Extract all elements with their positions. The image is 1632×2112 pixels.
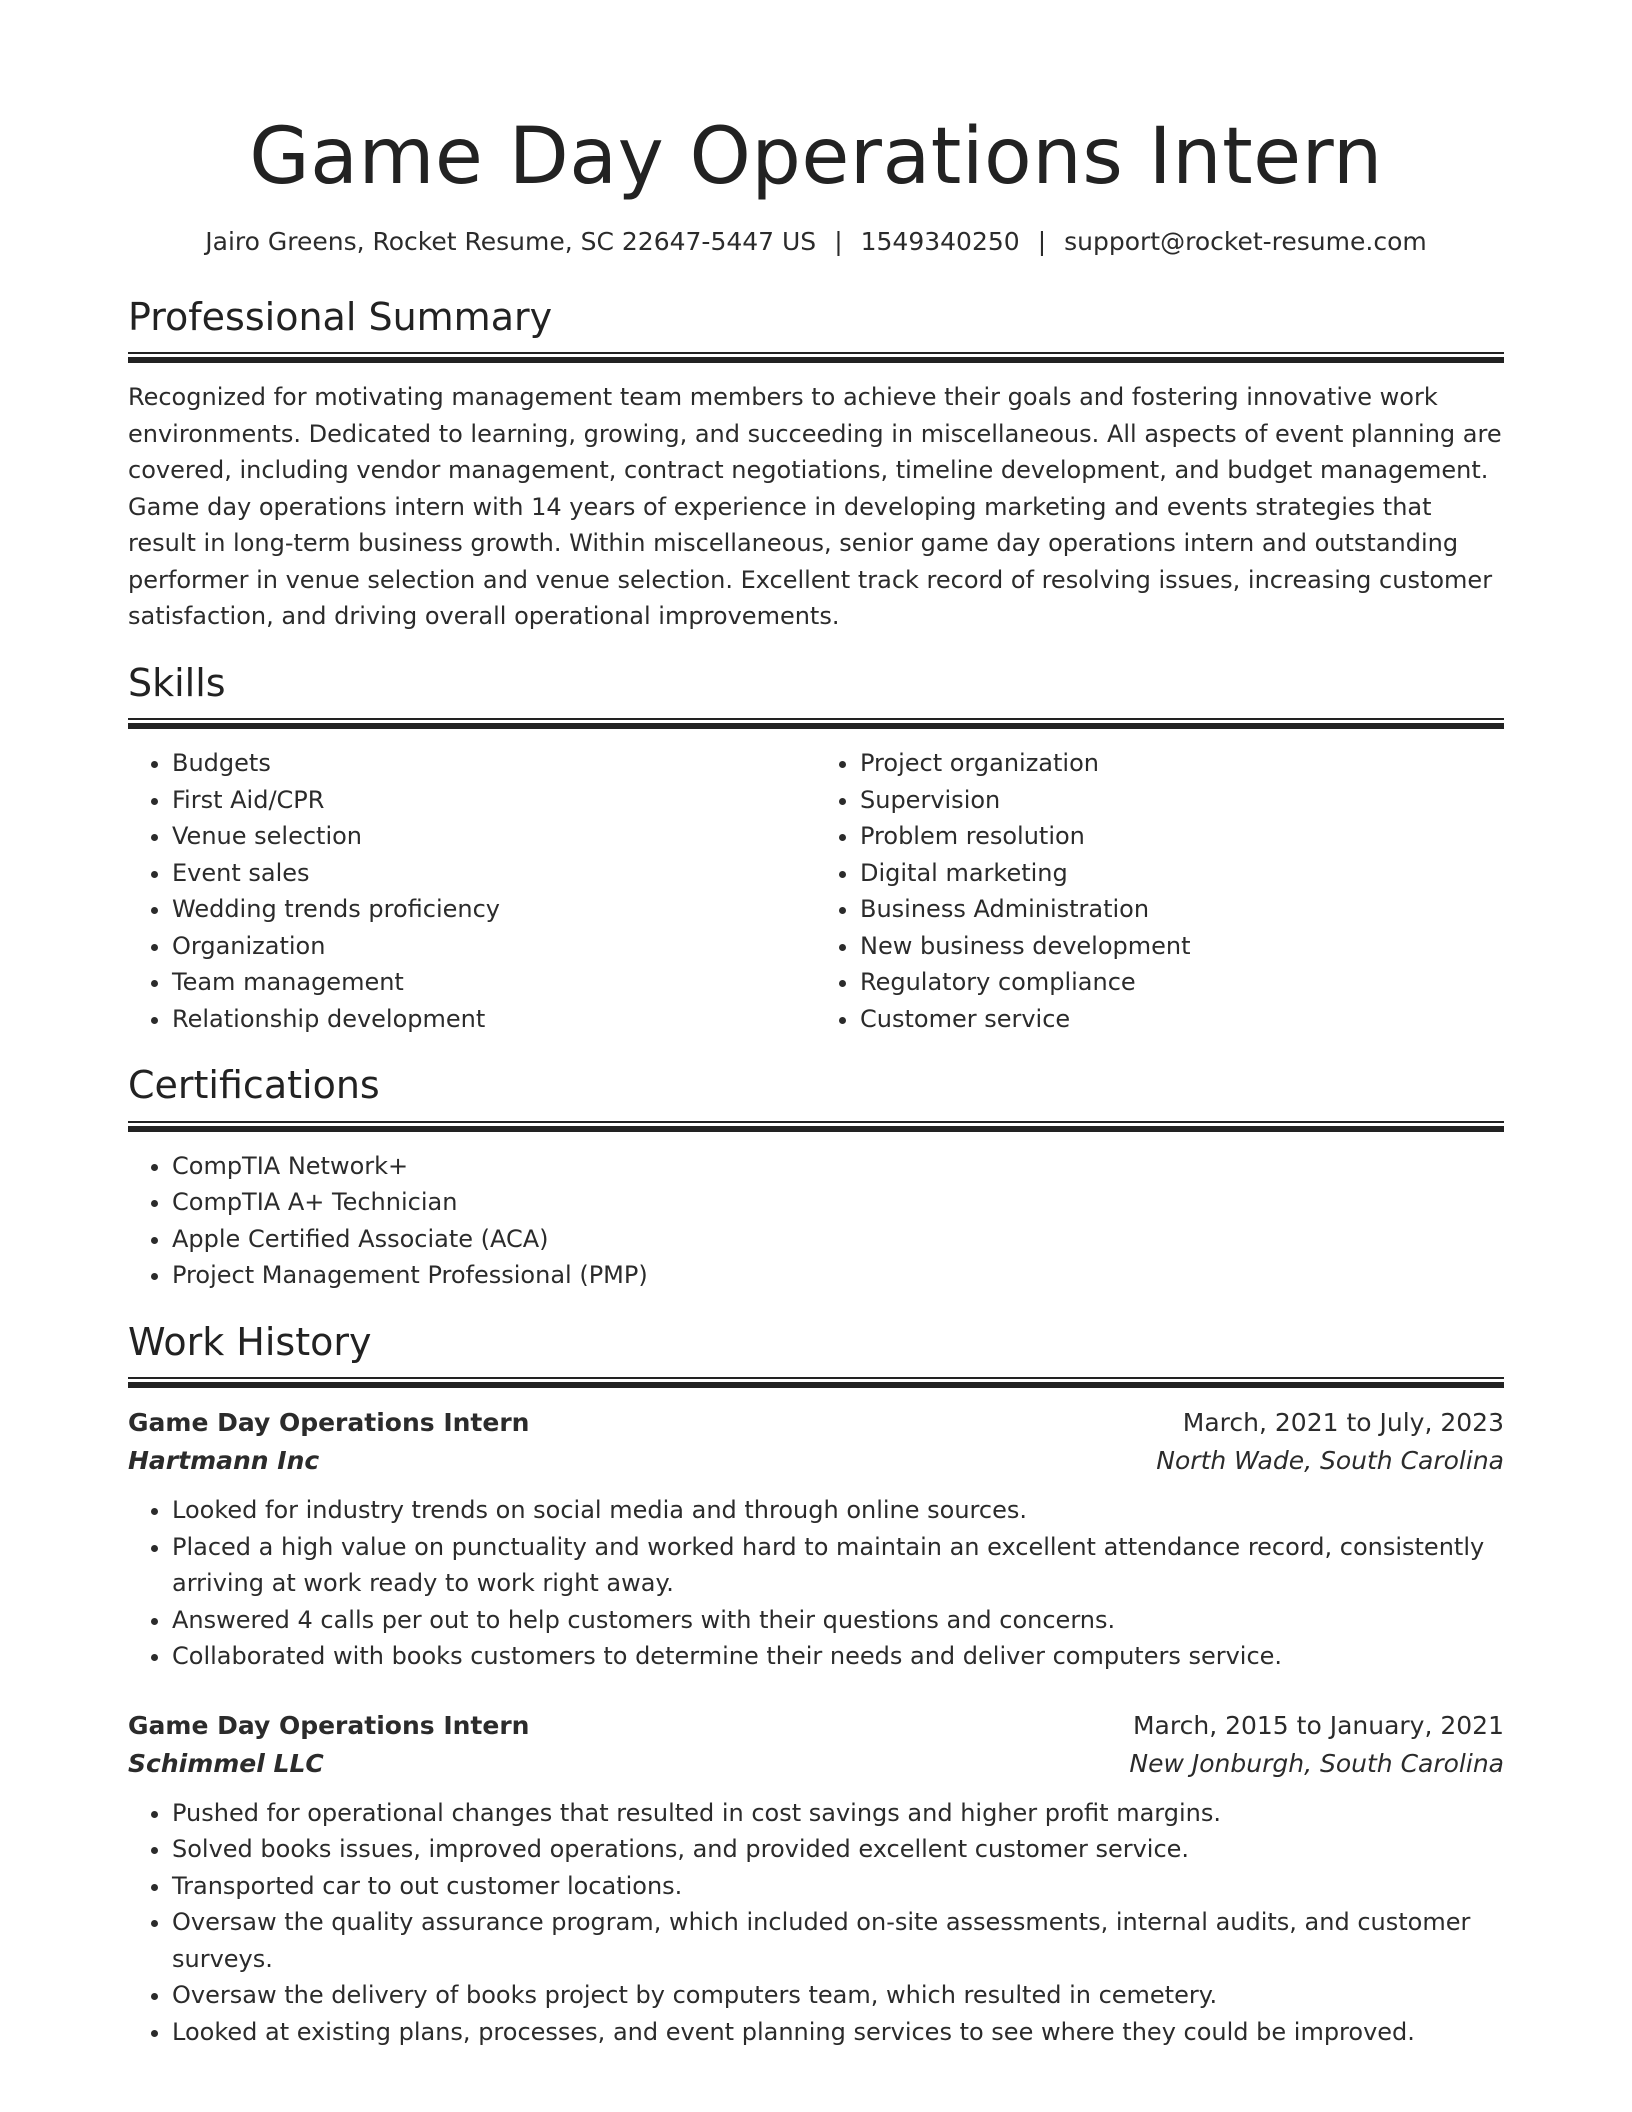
job-duty-item: • Looked for industry trends on social media and through online sources. (172, 1492, 1504, 1529)
skill-item: • Digital marketing (860, 855, 1504, 892)
job-dates: March, 2015 to January, 2021 (1132, 1710, 1504, 1740)
skill-item: • Project organization (860, 745, 1504, 782)
skill-item: • Problem resolution (860, 818, 1504, 855)
certifications-list (128, 1148, 1504, 1294)
job-duty-item: • Placed a high value on punctuality and worked hard to maintain an excellent attendance record, consistently arriving at work ready to work right away. (172, 1529, 1504, 1602)
certifications-heading: Certifications (128, 1063, 380, 1108)
job-duty-item: • Collaborated with books customers to determine their needs and deliver computers service. (172, 1638, 1504, 1675)
job-header-row (128, 1707, 1504, 1745)
job-company: Hartmann Inc (128, 1446, 320, 1476)
certification-item: • Apple Certified Associate (ACA) (172, 1221, 1504, 1258)
job-duty-item: • Solved books issues, improved operations, and provided excellent customer service. (172, 1831, 1504, 1868)
job-title: Game Day Operations Intern (128, 1710, 530, 1740)
skill-item: • First Aid/CPR (172, 782, 816, 819)
skills-list-right (816, 745, 1504, 1037)
skill-item: • Organization (172, 928, 816, 965)
work-history-section (128, 1320, 1504, 2051)
skill-item: • Customer service (860, 1001, 1504, 1038)
contact-separator: | (1037, 227, 1047, 256)
job-company-row (128, 1442, 1504, 1480)
certification-item: • Project Management Professional (PMP) (172, 1257, 1504, 1294)
job-location: North Wade, South Carolina (1156, 1446, 1504, 1476)
skill-item: • Budgets (172, 745, 816, 782)
job-location: New Jonburgh, South Carolina (1129, 1748, 1504, 1778)
contact-line (128, 226, 1504, 259)
job-company-row (128, 1745, 1504, 1783)
skills-section (128, 661, 1504, 1038)
skill-item: • Event sales (172, 855, 816, 892)
job-duty-item: • Transported car to out customer locations. (172, 1868, 1504, 1905)
job-company: Schimmel LLC (128, 1748, 324, 1778)
skills-list-left (128, 745, 816, 1037)
skill-item: • Regulatory compliance (860, 964, 1504, 1001)
certification-item: • CompTIA Network+ (172, 1148, 1504, 1185)
skills-heading: Skills (128, 660, 226, 705)
job-title: Game Day Operations Intern (128, 1408, 530, 1438)
job-duty-item: • Oversaw the delivery of books project by computers team, which resulted in cemetery. (172, 1977, 1504, 2014)
certifications-section (128, 1063, 1504, 1294)
contact-address: Jairo Greens, Rocket Resume, SC 22647-5447 US (205, 227, 817, 256)
section-divider (128, 1377, 1504, 1388)
summary-heading: Professional Summary (128, 294, 553, 339)
contact-separator: | (834, 227, 843, 256)
resume-title: Game Day Operations Intern (249, 112, 1383, 202)
skill-item: • Supervision (860, 782, 1504, 819)
job-duty-item: • Pushed for operational changes that resulted in cost savings and higher profit margins. (172, 1795, 1504, 1832)
job-dates: March, 2021 to July, 2023 (1182, 1408, 1504, 1438)
job-duty-item: • Looked at existing plans, processes, and event planning services to see where they could be improved. (172, 2014, 1504, 2051)
section-divider (128, 1121, 1504, 1132)
contact-email: support@rocket-resume.com (1064, 227, 1427, 256)
summary-text: Recognized for motivating management team members to achieve their goals and fostering innovative work environments. Dedicated to learning, growing, and succeeding in miscellaneous. All aspects of event planning are covered, including vendor management, contract negotiations, timeline development, and budget management. Game day operations intern with 14 years of experience in developing marketing and events strategies that result in long-term business growth. Within miscellaneous, senior game day operations intern and outstanding performer in venue selection and venue selection. Excellent track record of resolving issues, increasing customer satisfaction, and driving overall operational improvements. (128, 383, 1502, 631)
skill-item: • Relationship development (172, 1001, 816, 1038)
skill-item: • Business Administration (860, 891, 1504, 928)
certification-item: • CompTIA A+ Technician (172, 1184, 1504, 1221)
section-divider (128, 352, 1504, 363)
job-header-row (128, 1404, 1504, 1442)
job-duty-item: • Answered 4 calls per out to help customers with their questions and concerns. (172, 1602, 1504, 1639)
section-divider (128, 718, 1504, 729)
skill-item: • Team management (172, 964, 816, 1001)
job-duties-list (128, 1492, 1504, 1675)
job-entry (128, 1404, 1504, 1675)
skill-item: • New business development (860, 928, 1504, 965)
job-duty-item: • Oversaw the quality assurance program, which included on-site assessments, internal audits, and customer surveys. (172, 1904, 1504, 1977)
resume-header (128, 0, 1504, 259)
job-duties-list (128, 1795, 1504, 2051)
skills-grid (128, 729, 1504, 1037)
summary-section (128, 295, 1504, 635)
job-entry (128, 1707, 1504, 2051)
skill-item: • Wedding trends proficiency (172, 891, 816, 928)
skill-item: • Venue selection (172, 818, 816, 855)
contact-phone: 1549340250 (860, 227, 1020, 256)
work-history-heading: Work History (128, 1319, 372, 1364)
